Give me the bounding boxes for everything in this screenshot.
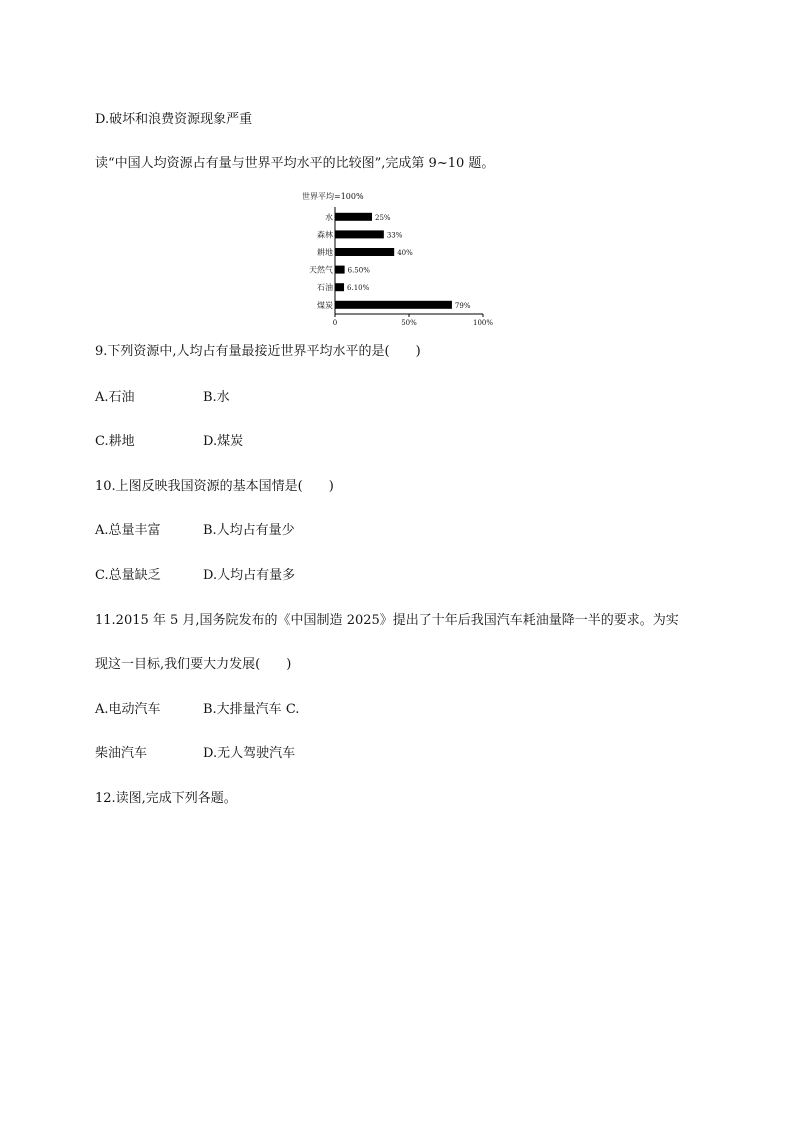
- bar: [335, 230, 384, 238]
- x-tick-label: 0: [332, 319, 338, 327]
- bar: [335, 283, 344, 291]
- bar: [335, 213, 372, 221]
- q10-option-b[interactable]: B.人均占有量少: [203, 523, 295, 538]
- question-12-stem: 12.读图,完成下列各题。: [95, 791, 237, 806]
- value-label: 33%: [386, 231, 403, 240]
- bar: [335, 301, 452, 309]
- chart-title: 世界平均=100%: [302, 192, 364, 201]
- value-label: 6.50%: [347, 266, 370, 275]
- q11-option-a[interactable]: A.电动汽车: [95, 702, 161, 717]
- question-11-stem-line1: 11.2015 年 5 月,国务院发布的《中国制造 2025》提出了十年后我国汽车耗油量降一半的要求。为实: [95, 613, 679, 628]
- q11-option-b[interactable]: B.大排量汽车 C.: [203, 702, 300, 717]
- chart-intro-text: 读“中国人均资源占有量与世界平均水平的比较图”,完成第 9~10 题。: [95, 156, 495, 171]
- value-label: 25%: [375, 213, 391, 222]
- bar: [335, 266, 345, 274]
- question-11-stem-line2: 现这一目标,我们要大力发展( ): [95, 657, 292, 672]
- bar: [335, 248, 394, 256]
- category-label: 石油: [317, 283, 333, 293]
- resource-comparison-chart: [290, 188, 500, 328]
- category-label: 森林: [317, 230, 333, 240]
- category-label: 水: [325, 212, 333, 222]
- q9-option-c[interactable]: C.耕地: [95, 434, 135, 449]
- value-label: 6.10%: [347, 284, 370, 293]
- q9-option-a[interactable]: A.石油: [95, 390, 135, 405]
- question-9-stem: 9.下列资源中,人均占有量最接近世界平均水平的是( ): [95, 344, 421, 359]
- q10-option-d[interactable]: D.人均占有量多: [203, 568, 296, 583]
- q11-option-d[interactable]: D.无人驾驶汽车: [203, 746, 296, 761]
- x-tick-label: 50%: [401, 319, 417, 327]
- value-label: 79%: [454, 301, 471, 310]
- q10-option-a[interactable]: A.总量丰富: [95, 523, 161, 538]
- x-tick-label: 100%: [472, 319, 494, 327]
- category-label: 天然气: [309, 265, 333, 275]
- q11-option-c[interactable]: 柴油汽车: [95, 746, 148, 761]
- category-label: 煤炭: [317, 300, 333, 310]
- q9-option-b[interactable]: B.水: [203, 390, 230, 405]
- question-10-stem: 10.上图反映我国资源的基本国情是( ): [95, 479, 334, 494]
- value-label: 40%: [397, 249, 413, 257]
- q9-option-d[interactable]: D.煤炭: [203, 434, 244, 449]
- q10-option-c[interactable]: C.总量缺乏: [95, 568, 161, 583]
- category-label: 耕地: [317, 248, 333, 257]
- option-d-previous: D.破坏和浪费资源现象严重: [95, 112, 253, 127]
